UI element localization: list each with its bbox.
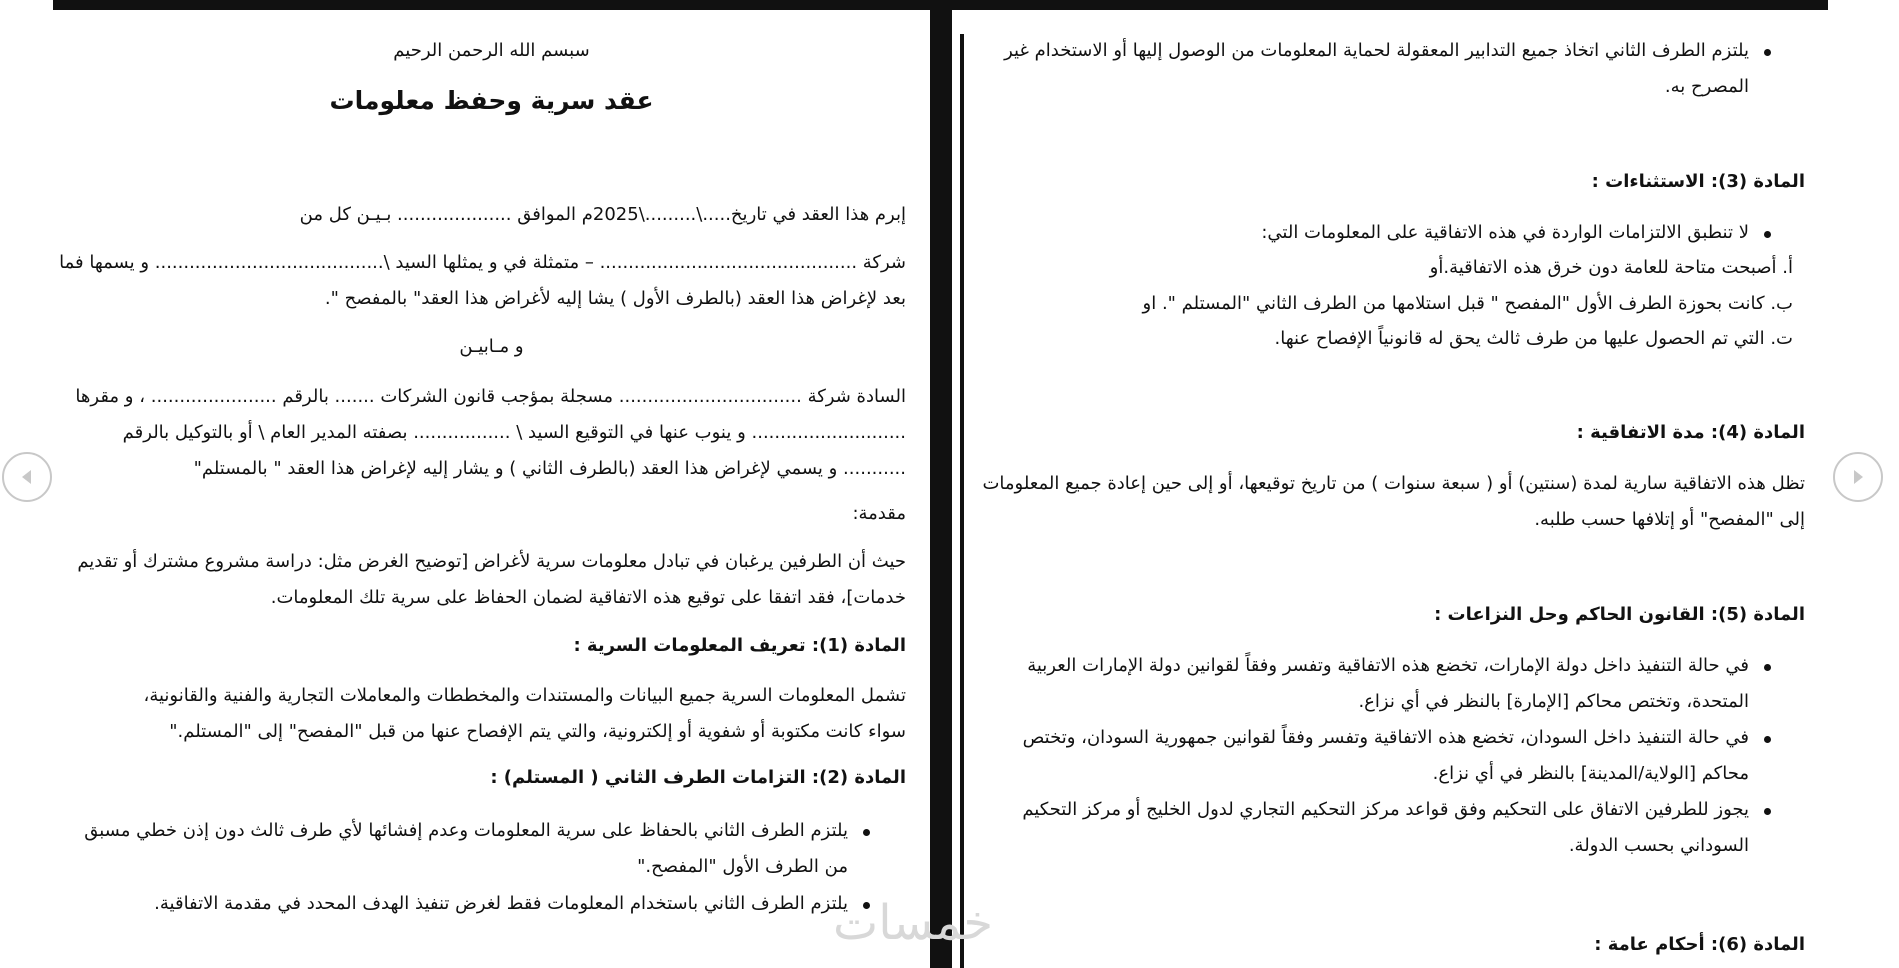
party1-line: بعد لإغراض هذا العقد (بالطرف الأول ) يشا إليه لأغراض هذا العقد" بالمفصح ". [324,288,906,309]
article-2-bullet: يلتزم الطرف الثاني باستخدام المعلومات فقط لغرض تنفيذ الهدف المحدد في مقدمة الاتفاقية. [154,893,848,914]
article-4-line: إلى "المفصح" أو إتلافها حسب طلبه. [1534,509,1805,530]
article-3-item: ت. التي تم الحصول عليها من طرف ثالث يحق له قانونياً الإفصاح عنها. [1274,328,1793,349]
between-label: و مـابيـن [459,336,524,357]
basmala: سبسم الله الرحمن الرحيم [393,40,590,61]
article-2-bullet: يلتزم الطرف الثاني بالحفاظ على سرية المعلومات وعدم إفشائها لأي طرف ثالث دون إذن خطي مسبق [84,820,848,841]
bullet-icon [1764,664,1771,671]
article-5-bullet: محاكم [الولاية/المدينة] بالنظر في أي نزاع. [1432,763,1749,784]
article-2-heading: المادة (2): التزامات الطرف الثاني ( المستلم) : [490,767,906,788]
watermark: خمسات [833,895,994,951]
intro-date: إبرم هذا العقد في تاريخ.....\.........\2025م الموافق .................... بـيـن كل من [299,204,906,225]
article-1-heading: المادة (1): تعريف المعلومات السرية : [573,635,906,656]
chevron-left-icon [17,467,37,487]
party1-line: شركة ............................................. – متمثلة في و يمثلها السيد \........................................ و يسمها فما [59,252,906,273]
party2-line: السادة شركة ................................ مسجلة بمؤجب قانون الشركات ....... بالرقم ...................... ، و مقرها [75,386,906,407]
party2-line: ........................... و ينوب عنها في التوقيع السيد \ ................. بصفته المدير العام \ أو بالتوكيل بالرقم [122,422,906,443]
next-page-button[interactable] [1833,452,1883,502]
article-5-bullet: في حالة التنفيذ داخل دولة الإمارات، تخضع هذه الاتفاقية وتفسر وفقاً لقوانين دولة الإمارات العربية [1027,655,1749,676]
article-1-line: سواء كانت مكتوبة أو شفوية أو إلكترونية، والتي يتم الإفصاح عنها من قبل "المفصح" إلى "المستلم." [169,721,906,742]
article-3-heading: المادة (3): الاستثناءات : [1591,171,1805,192]
preamble-line: خدمات]، فقد اتفقا على توقيع هذه الاتفاقية لضمان الحفاظ على سرية تلك المعلومات. [270,587,906,608]
article-2-bullet: المصرح به. [1664,76,1749,97]
article-2-bullet: من الطرف الأول "المفصح." [637,856,848,877]
article-5-bullet: السوداني بحسب الدولة. [1568,835,1749,856]
article-2-bullet: يلتزم الطرف الثاني اتخاذ جميع التدابير المعقولة لحماية المعلومات من الوصول إليها أو الاستخدام غير [1004,40,1749,61]
document-page-2 [964,10,1828,968]
article-5-bullet: يجوز للطرفين الاتفاق على التحكيم وفق قواعد مركز التحكيم التجاري لدول الخليج أو مركز التحكيم [1022,799,1749,820]
document-page-1 [53,10,930,968]
article-5-bullet: المتحدة، وتختص محاكم [الإمارة] بالنظر في أي نزاع. [1358,691,1749,712]
bullet-icon [1764,49,1771,56]
article-6-heading: المادة (6): أحكام عامة : [1594,934,1805,955]
bullet-icon [1764,231,1771,238]
page-title: عقد سرية وحفظ معلومات [329,86,654,115]
preamble-heading: مقدمة: [852,503,906,524]
previous-page-button[interactable] [2,452,52,502]
article-3-item: أ. أصبحت متاحة للعامة دون خرق هذه الاتفاقية.أو [1429,257,1793,278]
page-divider [930,0,952,968]
bullet-icon [1764,808,1771,815]
bullet-icon [1764,736,1771,743]
article-5-heading: المادة (5): القانون الحاكم وحل النزاعات : [1434,604,1805,625]
article-3-item: ب. كانت بحوزة الطرف الأول "المفصح " قبل استلامها من الطرف الثاني "المستلم ". او [1142,293,1793,314]
article-1-line: تشمل المعلومات السرية جميع البيانات والمستندات والمخططات والمعاملات التجارية والفنية والقانونية، [143,685,906,706]
article-5-bullet: في حالة التنفيذ داخل السودان، تخضع هذه الاتفاقية وتفسر وفقاً لقوانين جمهورية السودان، وتختص [1022,727,1749,748]
chevron-right-icon [1848,467,1868,487]
party2-line: ........... و يسمي لإغراض هذا العقد (بالطرف الثاني ) و يشار إليه لإغراض هذا العقد " بالمستلم" [193,458,906,479]
bullet-icon [863,829,870,836]
article-4-line: تظل هذه الاتفاقية سارية لمدة (سنتين) أو ( سبعة سنوات ) من تاريخ توقيعها، أو إلى حين إعادة جميع المعلومات [982,473,1805,494]
article-4-heading: المادة (4): مدة الاتفاقية : [1576,422,1805,443]
article-3-intro: لا تنطبق الالتزامات الواردة في هذه الاتفاقية على المعلومات التي: [1261,222,1749,243]
preamble-line: حيث أن الطرفين يرغبان في تبادل معلومات سرية لأغراض [توضيح الغرض مثل: دراسة مشروع مشترك أو تقديم [77,551,906,572]
